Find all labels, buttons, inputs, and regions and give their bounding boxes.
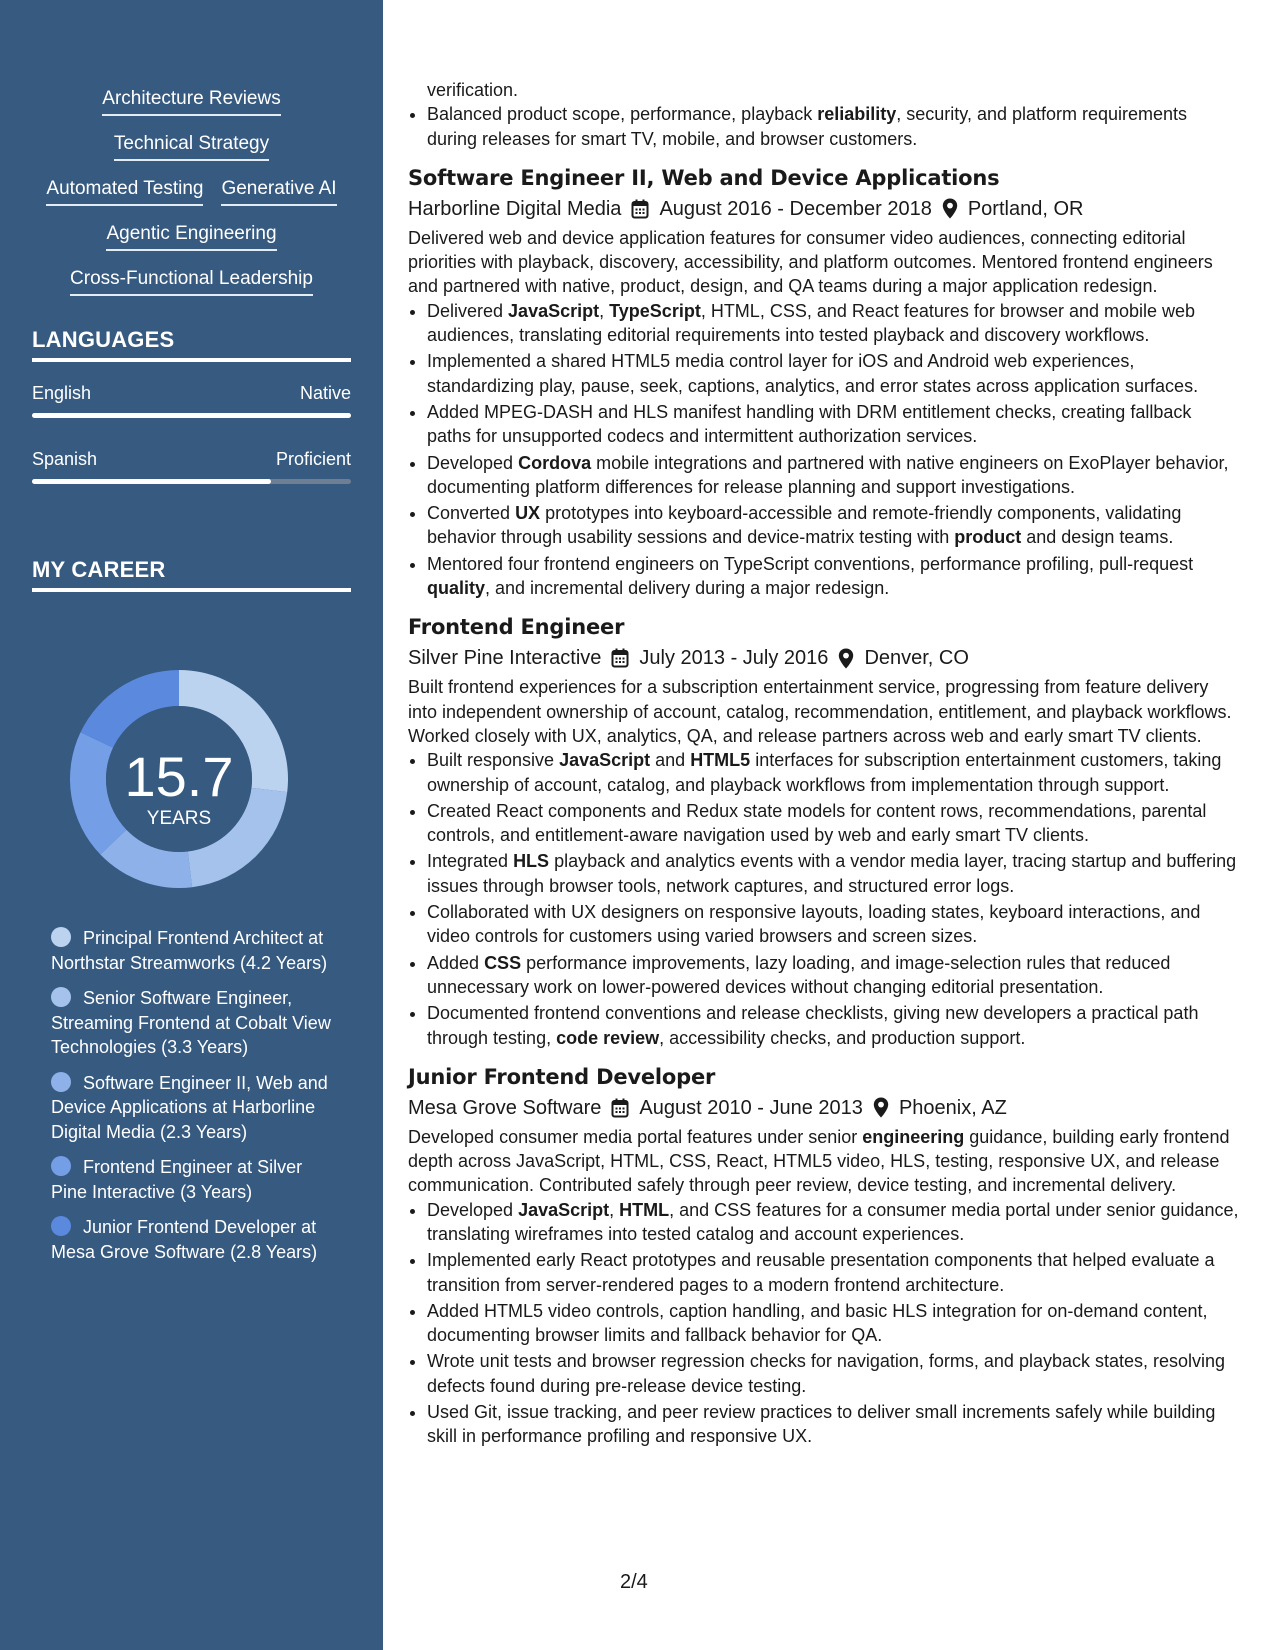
language-name: English — [32, 383, 92, 403]
career-heading: MY CAREER — [32, 557, 351, 592]
languages-heading: LANGUAGES — [32, 327, 351, 362]
job-bullet: • Added HTML5 video controls, caption handling, and basic HLS integration for on-demand content, documenting browser limits and fallback behavior for QA. — [427, 1299, 1240, 1348]
job-bullet: • Added MPEG-DASH and HLS manifest handling with DRM entitlement checks, creating fallback paths for unsupported codecs and intermittent authorization services. — [427, 400, 1240, 449]
career-item — [51, 1071, 341, 1145]
job-location: Denver, CO — [864, 647, 969, 670]
job-meta — [408, 193, 1240, 225]
career-item-text: Frontend Engineer at Silver Pine Interactive (3 Years) — [51, 1157, 303, 1202]
intro-bullet: • Balanced product scope, performance, playback reliability, security, and platform requirements during releases for smart TV, mobile, and browser customers. — [427, 102, 1240, 151]
career-color-dot — [51, 1216, 71, 1236]
sidebar — [0, 0, 383, 1650]
main-content — [408, 78, 1240, 1451]
job-entry — [408, 163, 1240, 600]
skills-row — [0, 176, 383, 221]
skill-tag: Generative AI — [221, 176, 336, 206]
skills-row — [0, 86, 383, 131]
job-title: Junior Frontend Developer — [408, 1064, 716, 1089]
language-item — [32, 449, 351, 484]
job-dates: August 2016 - December 2018 — [659, 197, 932, 220]
career-donut-chart — [64, 664, 294, 894]
job-title: Frontend Engineer — [408, 615, 625, 640]
job-description: Built frontend experiences for a subscription entertainment service, progressing from feature delivery into independent ownership of account, catalog, recommendation, entitlement, and playback workflows. Worked closely with UX, analytics, QA, and release partners across web and early smart TV clients. — [408, 677, 1232, 746]
career-list — [51, 926, 341, 1275]
total-years-value: 15.7 — [124, 745, 234, 808]
language-proficiency-bar — [32, 413, 351, 418]
career-item — [51, 986, 341, 1060]
language-level: Native — [299, 383, 351, 403]
skills-list — [0, 86, 383, 311]
company-name: Silver Pine Interactive — [408, 647, 602, 670]
location-pin-icon — [838, 648, 854, 669]
job-location: Portland, OR — [967, 197, 1084, 220]
job-bullet: • Mentored four frontend engineers on TypeScript conventions, performance profiling, pull-request quality, and incremental delivery during a major redesign. — [427, 552, 1240, 601]
job-bullet: • Delivered JavaScript, TypeScript, HTML, CSS, and React features for browser and mobile web audiences, translating editorial requirements into tested playback and discovery workflows. — [427, 299, 1240, 348]
job-bullet: • Used Git, issue tracking, and peer review practices to deliver small increments safely while building skill in performance profiling and responsive UX. — [427, 1400, 1240, 1449]
job-bullet: • Developed JavaScript, HTML, and CSS features for a consumer media portal under senior guidance, translating wireframes into tested catalog and account experiences. — [427, 1198, 1240, 1247]
job-bullet: • Converted UX prototypes into keyboard-accessible and remote-friendly components, validating behavior through usability sessions and device-matrix testing with product and design teams. — [427, 501, 1240, 550]
skills-row — [0, 266, 383, 311]
skill-tag: Technical Strategy — [114, 131, 269, 161]
job-entry — [408, 1062, 1240, 1449]
job-location: Phoenix, AZ — [898, 1096, 1007, 1119]
skill-tag: Architecture Reviews — [102, 86, 280, 116]
intro-fragment: verification. — [427, 80, 519, 100]
skill-tag: Automated Testing — [46, 176, 203, 206]
page-number: 2/4 — [620, 1571, 648, 1593]
language-proficiency-fill — [32, 413, 351, 418]
job-dates: July 2013 - July 2016 — [639, 647, 829, 670]
job-bullet: • Wrote unit tests and browser regression checks for navigation, forms, and playback states, resolving defects found during pre-release device testing. — [427, 1349, 1240, 1398]
career-item-text: Software Engineer II, Web and Device Applications at Harborline Digital Media (2.3 Years) — [51, 1072, 328, 1142]
language-name: Spanish — [32, 449, 98, 469]
career-color-dot — [51, 1156, 71, 1176]
skill-tag: Cross-Functional Leadership — [70, 266, 313, 296]
career-color-dot — [51, 927, 71, 947]
language-proficiency-bar — [32, 479, 351, 484]
calendar-icon — [611, 648, 629, 668]
job-bullet: • Documented frontend conventions and release checklists, giving new developers a practical path through testing, code review, accessibility checks, and production support. — [427, 1001, 1240, 1050]
job-meta — [408, 642, 1240, 674]
skills-row — [0, 221, 383, 266]
job-meta — [408, 1092, 1240, 1124]
job-entry — [408, 612, 1240, 1049]
job-bullet: • Built responsive JavaScript and HTML5 interfaces for subscription entertainment customers, taking ownership of account, catalog, and playback workflows from implementation through support. — [427, 748, 1240, 797]
career-item — [51, 926, 341, 975]
career-color-dot — [51, 987, 71, 1007]
job-bullets — [408, 1198, 1240, 1449]
job-bullet: • Added CSS performance improvements, lazy loading, and image-selection rules that reduced unnecessary work on lower-powered devices without changing editorial presentation. — [427, 951, 1240, 1000]
location-pin-icon — [873, 1097, 889, 1118]
company-name: Harborline Digital Media — [408, 197, 622, 220]
career-item-text: Principal Frontend Architect at Northstar Streamworks (4.2 Years) — [51, 928, 328, 973]
company-name: Mesa Grove Software — [408, 1096, 602, 1119]
language-proficiency-fill — [32, 479, 271, 484]
calendar-icon — [611, 1098, 629, 1118]
job-bullets — [408, 748, 1240, 1050]
skill-tag: Agentic Engineering — [106, 221, 276, 251]
job-bullet: • Implemented a shared HTML5 media control layer for iOS and Android web experiences, standardizing play, pause, seek, captions, analytics, and error states across application surfaces. — [427, 349, 1240, 398]
job-bullets — [408, 299, 1240, 601]
career-item-text: Senior Software Engineer, Streaming Frontend at Cobalt View Technologies (3.3 Years) — [51, 988, 331, 1057]
job-description: Delivered web and device application features for consumer video audiences, connecting editorial priorities with playback, discovery, accessibility, and platform outcomes. Mentored frontend engineers and partnered with native, product, design, and QA teams during a major application redesign. — [408, 227, 1213, 297]
total-years-label: YEARS — [146, 808, 212, 829]
job-bullet: • Integrated HLS playback and analytics events with a vendor media layer, tracing startup and buffering issues through browser tools, network captures, and structured error logs. — [427, 849, 1240, 898]
career-color-dot — [51, 1072, 71, 1092]
calendar-icon — [631, 199, 649, 219]
intro-bullets — [408, 102, 1240, 151]
job-bullet: • Implemented early React prototypes and reusable presentation components that helped evaluate a transition from server-rendered pages to a modern frontend architecture. — [427, 1248, 1240, 1297]
location-pin-icon — [942, 198, 958, 219]
job-title: Software Engineer II, Web and Device Applications — [408, 165, 1000, 190]
job-dates: August 2010 - June 2013 — [639, 1096, 863, 1119]
skills-row — [0, 131, 383, 176]
career-item — [51, 1215, 341, 1264]
career-item-text: Junior Frontend Developer at Mesa Grove Software (2.8 Years) — [51, 1217, 318, 1262]
job-description: Developed consumer media portal features under senior engineering guidance, building early frontend depth across JavaScript, HTML, CSS, React, HTML5 video, HLS, testing, responsive UX, and release communication. Contributed safely through peer review, device testing, and incremental delivery. — [408, 1126, 1230, 1196]
job-bullet: • Developed Cordova mobile integrations and partnered with native engineers on ExoPlayer behavior, documenting platform differences for release planning and support investigations. — [427, 451, 1240, 500]
job-bullet: • Collaborated with UX designers on responsive layouts, loading states, keyboard interactions, and video controls for customers using varied browsers and screen sizes. — [427, 900, 1240, 949]
language-item — [32, 383, 351, 418]
career-item — [51, 1155, 341, 1204]
language-level: Proficient — [275, 449, 351, 469]
job-bullet: • Created React components and Redux state models for content rows, recommendations, parental controls, and entitlement-aware navigation used by web and early smart TV clients. — [427, 799, 1240, 848]
